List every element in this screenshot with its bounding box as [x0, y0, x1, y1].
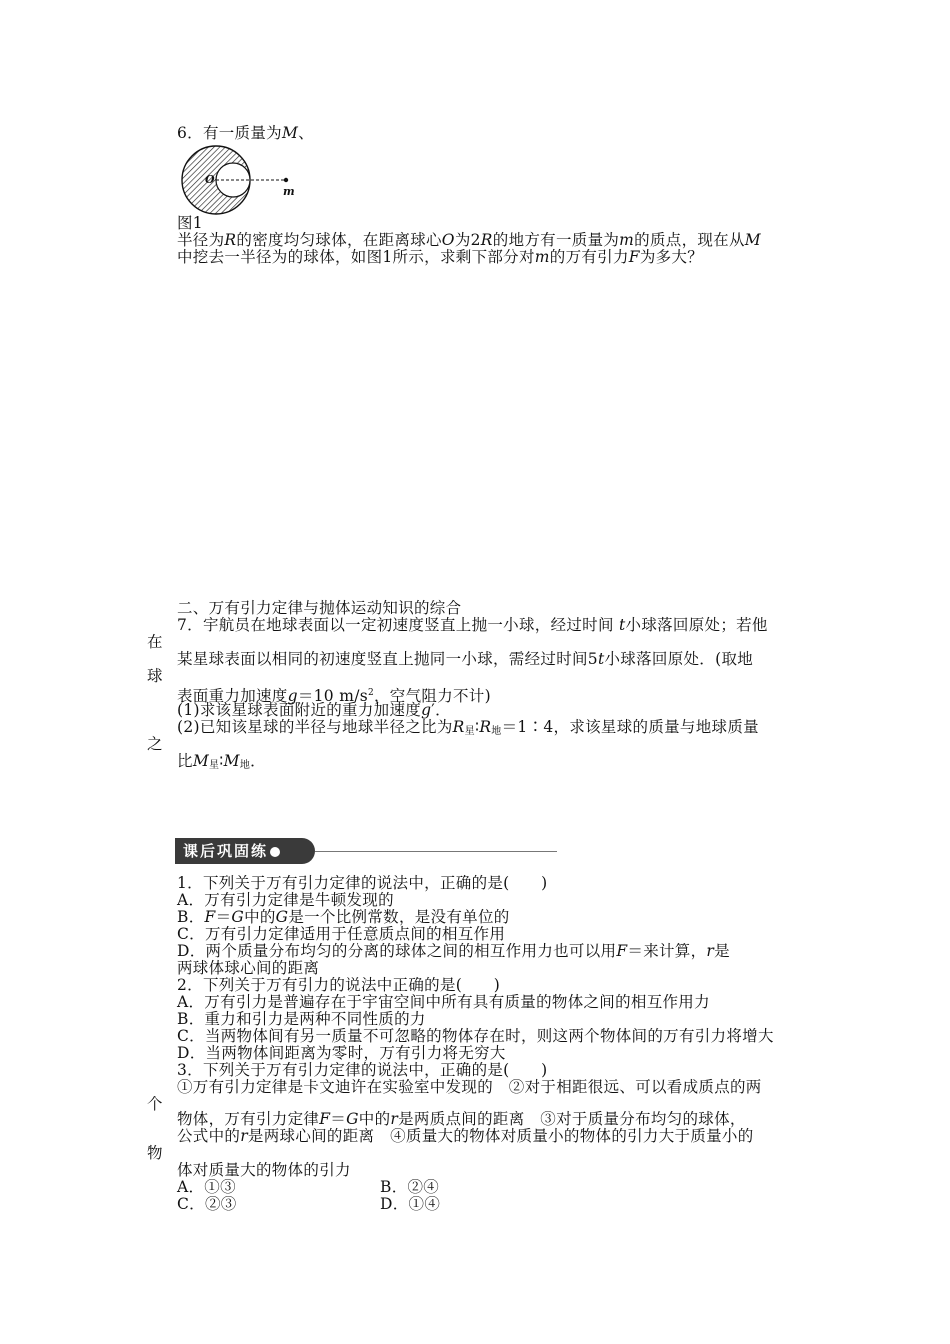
pq2-c: C．当两物体间有另一质量不可忽略的物体存在时，则这两个物体间的万有引力将增大 [177, 1027, 774, 1045]
side-char-3: 之 [147, 735, 163, 753]
pq1: 1．下列关于万有引力定律的说法中，正确的是( ) [177, 874, 548, 892]
figure-caption: 图1 [177, 214, 203, 232]
pq1-c: C．万有引力定律适用于任意质点间的相互作用 [177, 925, 506, 943]
q7-part2: (2)已知该星球的半径与地球半径之比为$R_星∶R_地=1∶4$，求该星球的质量与地球质量 [177, 718, 759, 737]
q7-line3: 表面重力加速度g＝10 $m/s^2$，空气阻力不计) [177, 687, 491, 705]
pq2-b: B．重力和引力是两种不同性质的力 [177, 1010, 426, 1028]
pq1-b: B．F＝G中的G是一个比例常数，是没有单位的 [177, 908, 510, 926]
pq1-d-cont: 两球体球心间的距离 [177, 959, 320, 977]
pq2-a: A．万有引力是普遍存在于宇宙空间中所有具有质量的物体之间的相互作用力 [177, 993, 710, 1011]
q6-line2: 半径为R的密度均匀球体，在距离球心O为2R的地方有一质量为m的质点，现在从M [177, 231, 761, 249]
pq2-d: D．当两物体间距离为零时，万有引力将无穷大 [177, 1044, 506, 1062]
pq1-d: D．两个质量分布均匀的分离的球体之间的相互作用力也可以用F＝来计算，r是 [177, 942, 730, 960]
pq3-line2: 物体，万有引力定律F＝G中的r是两质点间的距离 ③对于质量分布均匀的球体， [177, 1110, 746, 1128]
figure-1-diagram [178, 143, 298, 218]
pq3-line3: 公式中的r是两球心间的距离 ④质量大的物体对质量小的物体的引力大于质量小的 [177, 1127, 754, 1145]
q7-part1: (1)求该星球表面附近的重力加速度g′． [177, 701, 451, 719]
section2-title: 二、万有引力定律与抛体运动知识的综合 [177, 599, 462, 617]
side-char-5: 物 [147, 1144, 163, 1162]
side-char-2: 球 [147, 667, 163, 685]
q7-line1: 7．宇航员在地球表面以一定初速度竖直上抛一小球，经过时间 t小球落回原处；若他 [177, 616, 768, 634]
header-rule [315, 851, 557, 852]
pq1-a: A．万有引力定律是牛顿发现的 [177, 891, 394, 909]
label-m: m [283, 185, 295, 198]
side-char-4: 个 [147, 1095, 163, 1113]
q6-line3: 中挖去一半径为的球体，如图1所示，求剩下部分对m的万有引力F为多大？ [177, 248, 704, 266]
q7-part2-end: 比$M_星∶M_地$． [177, 752, 266, 771]
mass-point [284, 178, 288, 182]
side-char-1: 在 [147, 633, 163, 651]
q7-line2: 某星球表面以相同的初速度竖直上抛同一小球，需经过时间5t小球落回原处．(取地 [177, 650, 754, 668]
practice-header: 课后巩固练 [175, 838, 315, 864]
header-dot-icon [270, 847, 280, 857]
pq3: 3．下列关于万有引力定律的说法中，正确的是( ) [177, 1061, 548, 1079]
pq3-line1: ①万有引力定律是卡文迪许在实验室中发现的 ②对于相距很远、可以看成质点的两 [177, 1078, 762, 1096]
q6-line1: 6．有一质量为M、 [177, 124, 314, 142]
pq3-option-c: C．②③ [177, 1195, 237, 1213]
pq3-line4: 体对质量大的物体的引力 [177, 1161, 351, 1179]
pq2: 2．下列关于万有引力的说法中正确的是( ) [177, 976, 501, 994]
pq3-option-d: D．①④ [380, 1195, 441, 1213]
pq3-option-b: B．②④ [380, 1178, 440, 1196]
label-o: O [205, 173, 215, 186]
pq3-option-a: A．①③ [177, 1178, 236, 1196]
